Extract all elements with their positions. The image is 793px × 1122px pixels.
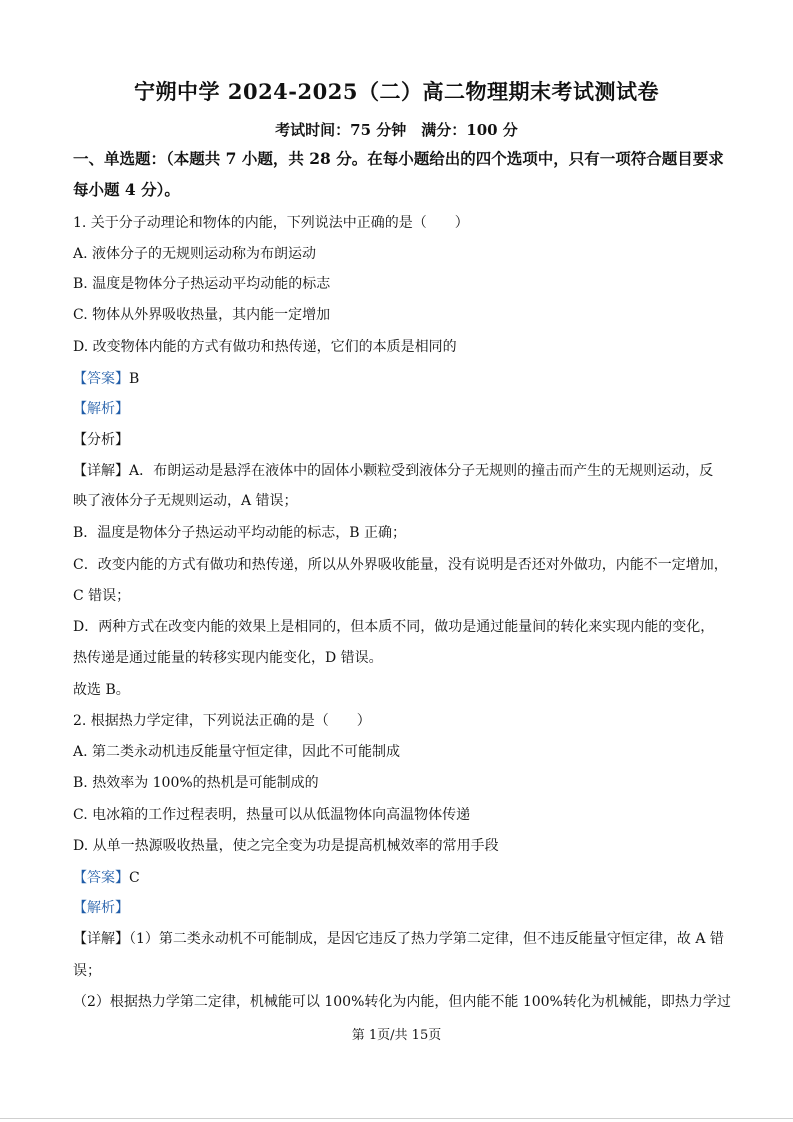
q1-detail-line: B．温度是物体分子热运动平均动能的标志，B 正确； <box>73 525 407 541</box>
q2-option-a: A. 第二类永动机违反能量守恒定律，因此不可能制成 <box>73 744 401 760</box>
q1-detail-line: 映了液体分子无规则运动，A 错误； <box>73 493 298 509</box>
page-title: 宁朔中学 2024-2025（二）高二物理期末考试测试卷 <box>134 79 659 104</box>
q1-detail-line: C 错误； <box>73 588 131 604</box>
q1-fenxi-tag: 【分析】 <box>73 432 129 448</box>
q1-analysis-tag: 【解析】 <box>73 401 129 417</box>
q1-answer <box>73 369 139 389</box>
q2-detail-line: 误； <box>73 963 101 979</box>
answer-tag: 【答案】 <box>73 870 129 886</box>
q2-option-b: B. 热效率为 100%的热机是可能制成的 <box>73 775 319 791</box>
q1-option-a: A. 液体分子的无规则运动称为布朗运动 <box>73 246 317 262</box>
q2-option-d: D. 从单一热源吸收热量，使之完全变为功是提高机械效率的常用手段 <box>73 838 499 854</box>
section-heading-line1: 一、单选题：（本题共 7 小题，共 28 分。在每小题给出的四个选项中，只有一项符合题目要求 <box>73 149 724 168</box>
q2-detail-line: （2）根据热力学第二定律，机械能可以 100%转化为内能，但内能不能 100%转化为机械能，即热力学过 <box>73 994 731 1010</box>
q1-detail-line <box>73 461 713 481</box>
detail-tag: 【详解】 <box>73 931 129 947</box>
q2-analysis-tag: 【解析】 <box>73 900 129 916</box>
q1-detail-line: 热传递是通过能量的转移实现内能变化，D 错误。 <box>73 650 383 666</box>
answer-value: C <box>129 870 140 886</box>
q2-answer <box>73 868 140 888</box>
q1-detail-line: 故选 B。 <box>73 682 130 698</box>
page-number: 第 1页/共 15页 <box>351 1028 442 1043</box>
q2-stem: 2. 根据热力学定律，下列说法正确的是（ ） <box>73 713 371 729</box>
page-bottom-divider <box>0 1118 793 1119</box>
exam-info: 考试时间：75 分钟 满分：100 分 <box>275 121 518 139</box>
detail-tag: 【详解】 <box>73 463 129 479</box>
q2-detail-line <box>73 929 724 949</box>
detail-text: A．布朗运动是悬浮在液体中的固体小颗粒受到液体分子无规则的撞击而产生的无规则运动，反 <box>129 463 714 479</box>
q1-stem: 1. 关于分子动理论和物体的内能，下列说法中正确的是（ ） <box>73 215 469 231</box>
q1-detail-line: C．改变内能的方式有做功和热传递，所以从外界吸收能量，没有说明是否还对外做功，内能不一定增加， <box>73 557 728 573</box>
q1-option-c: C. 物体从外界吸收热量，其内能一定增加 <box>73 307 331 323</box>
answer-tag: 【答案】 <box>73 371 129 387</box>
section-heading-line2: 每小题 4 分）。 <box>73 180 180 199</box>
q1-option-b: B. 温度是物体分子热运动平均动能的标志 <box>73 276 331 292</box>
detail-text: （1）第二类永动机不可能制成，是因它违反了热力学第二定律，但不违反能量守恒定律，故 A 错 <box>129 931 724 947</box>
answer-value: B <box>129 371 140 387</box>
q1-detail-line: D．两种方式在改变内能的效果上是相同的，但本质不同，做功是通过能量间的转化来实现内能的变化， <box>73 619 715 635</box>
q2-option-c: C. 电冰箱的工作过程表明，热量可以从低温物体向高温物体传递 <box>73 807 471 823</box>
q1-option-d: D. 改变物体内能的方式有做功和热传递，它们的本质是相同的 <box>73 339 457 355</box>
